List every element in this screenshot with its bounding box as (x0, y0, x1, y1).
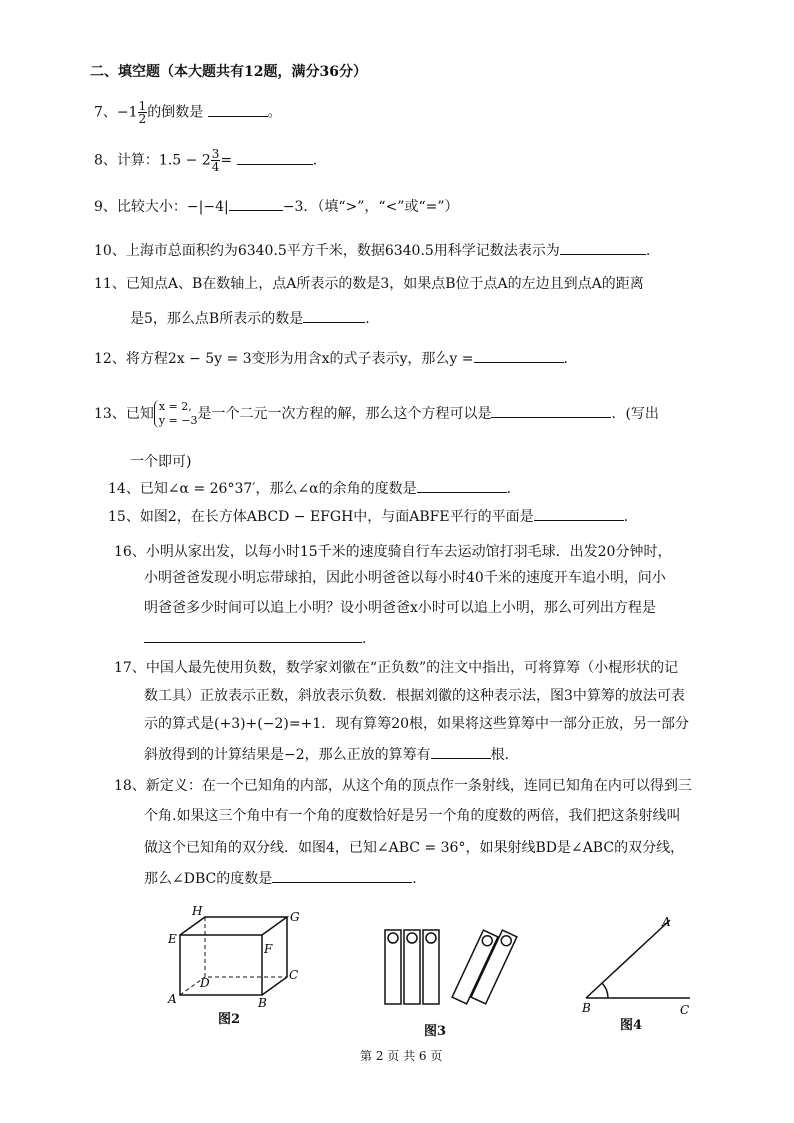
question-12 (94, 348, 568, 369)
question-11-line2 (130, 308, 370, 329)
figure-4-caption: 图4 (620, 1018, 643, 1033)
upright-rod (385, 930, 401, 1004)
q17-line2: 数工具）正放表示正数，斜放表示负数．根据刘徽的这种表示法，图3中算筹的放法可表 (144, 688, 685, 704)
angle-arc (602, 983, 608, 998)
q9-text: 比较大小：−|−4| (116, 199, 229, 215)
q8-eq: = (220, 152, 233, 169)
q10-number: 10、 (94, 243, 126, 259)
q15-end: . (623, 509, 629, 525)
figure-2-cuboid (160, 905, 310, 1015)
q17-end: 根. (490, 747, 510, 763)
q9-number: 9、 (94, 199, 117, 215)
q8-frac-num: 3 (211, 147, 220, 161)
label-B: B (258, 996, 267, 1010)
q13-answer-blank[interactable] (491, 403, 611, 418)
label-C: C (680, 1003, 690, 1017)
q12-answer-blank[interactable] (474, 348, 564, 363)
q11-end: . (365, 311, 370, 327)
q13-number: 13、 (94, 406, 126, 422)
figure-2-caption: 图2 (218, 1012, 241, 1027)
question-17-line4 (144, 744, 509, 765)
q16-line3: 明爸爸多少时间可以追上小明？设小明爸爸x小时可以追上小明，那么可列出方程是 (144, 600, 656, 616)
ray-BA (586, 920, 670, 998)
cuboid-top-edges (180, 917, 287, 935)
q11-line1: 已知点A、B在数轴上，点A所表示的数是3，如果点B位于点A的左边且到点A的距离 (125, 276, 644, 292)
figure-4-angle (578, 908, 708, 1018)
question-13 (94, 400, 659, 428)
q18-line3: 做这个已知角的双分线．如图4，已知∠ABC = 36°，如果射线BD是∠ABC的双分线， (144, 840, 685, 856)
q8-answer-blank[interactable] (237, 150, 313, 165)
q13-line2: 一个即可) (130, 454, 192, 470)
q14-end: . (506, 481, 512, 497)
q17-line1: 中国人最先使用负数，数学家刘徽在“正负数”的注文中指出，可将算筹（小棍形状的记 (145, 660, 679, 676)
q17-answer-blank[interactable] (431, 744, 491, 759)
q7-frac-num: 1 (138, 99, 147, 113)
q16-line2: 小明爸爸发现小明忘带球拍，因此小明爸爸以每小时40千米的速度开车追小明，问小 (144, 570, 666, 586)
q11-line2: 是5，那么点B所表示的数是 (130, 311, 304, 327)
label-B: B (582, 1001, 591, 1015)
question-11-line1 (94, 274, 644, 294)
question-17-line1 (114, 658, 678, 678)
question-10 (94, 240, 650, 261)
q13-sys-line1: x = 2, (158, 400, 192, 413)
upright-rod (423, 930, 439, 1004)
question-14 (108, 478, 511, 499)
q8-fraction (211, 148, 221, 173)
upright-rod (404, 930, 420, 1004)
q10-answer-blank[interactable] (560, 240, 646, 255)
question-7 (94, 100, 282, 125)
q12-number: 12、 (94, 351, 126, 367)
q17-number: 17、 (114, 660, 146, 676)
q7-fraction (138, 100, 148, 125)
cuboid-right-edges (262, 917, 287, 995)
q7-answer-blank[interactable] (208, 102, 268, 117)
q15-answer-blank[interactable] (534, 506, 624, 521)
label-C: C (289, 968, 299, 982)
q13-text: 是一个二元一次方程的解，那么这个方程可以是 (197, 406, 492, 422)
q13-equation-system (154, 400, 198, 428)
q13-end: ．(写出 (611, 406, 659, 422)
question-16-line1 (114, 542, 671, 562)
q16-end: . (362, 631, 367, 647)
q14-answer-blank[interactable] (417, 478, 507, 493)
label-A: A (662, 915, 671, 929)
label-A: A (168, 992, 177, 1006)
q8-end: . (312, 152, 318, 169)
q13-sys-line2: y = −3 (158, 414, 198, 427)
label-G: G (290, 910, 300, 924)
q8-number: 8、 (94, 152, 117, 169)
q12-text: 将方程2x − 5y = 3变形为用含x的式子表示y，那么y = (125, 351, 474, 367)
label-F: F (264, 942, 273, 956)
question-15 (108, 506, 628, 527)
label-E: E (168, 932, 177, 946)
q10-text: 上海市总面积约为6340.5平方千米，数据6340.5用科学记数法表示为 (125, 243, 560, 259)
q8-text: 计算：1.5 − 2 (116, 152, 211, 169)
q9-mid: −3．（填“>”，“<”或“=”） (282, 199, 459, 215)
q16-line1: 小明从家出发，以每小时15千米的速度骑自行车去运动馆打羽毛球．出发20分钟时， (145, 544, 672, 560)
q10-end: . (645, 243, 651, 259)
figure-3-counting-rods (375, 922, 525, 1022)
label-H: H (192, 905, 203, 918)
q11-answer-blank[interactable] (303, 308, 365, 323)
q16-number: 16、 (114, 544, 146, 560)
section-title: 二、填空题（本大题共有12题，满分36分） (90, 64, 367, 80)
q7-sign: −1 (116, 104, 138, 121)
q7-text: 的倒数是 (147, 104, 204, 121)
q18-line1: 新定义：在一个已知角的内部，从这个角的顶点作一条射线，连同已知角在内可以得到三 (145, 778, 692, 794)
q9-answer-blank[interactable] (229, 196, 283, 211)
question-18-line4 (144, 868, 417, 889)
question-18-line1 (114, 776, 692, 796)
q8-frac-den: 4 (211, 160, 220, 174)
question-9 (94, 196, 459, 217)
q11-number: 11、 (94, 276, 126, 292)
q15-number: 15、 (108, 509, 140, 525)
q7-frac-den: 2 (138, 112, 147, 126)
q16-answer-blank[interactable] (144, 628, 362, 643)
q18-line2: 个角.如果这三个角中有一个角的度数恰好是另一个角的度数的两倍，我们把这条射线叫 (144, 808, 681, 824)
q13-pre: 已知 (125, 406, 154, 422)
q18-end: . (412, 871, 417, 887)
q15-text: 如图2，在长方体ABCD − EFGH中，与面ABFE平行的平面是 (139, 509, 534, 525)
question-8 (94, 148, 317, 173)
q17-line3: 示的算式是(+3)+(−2)=+1．现有算筹20根，如果将这些算筹中一部分正放，另一部分 (144, 716, 690, 732)
q18-line4: 那么∠DBC的度数是 (144, 871, 273, 887)
q18-number: 18、 (114, 778, 146, 794)
q14-text: 已知∠α = 26°37′，那么∠α的余角的度数是 (139, 481, 417, 497)
question-16-line4 (144, 628, 366, 649)
q7-end: 。 (267, 104, 282, 121)
q17-line4: 斜放得到的计算结果是−2，那么正放的算筹有 (144, 747, 431, 763)
page-footer: 第 2 页 共 6 页 (360, 1049, 443, 1063)
figure-3-caption: 图3 (424, 1024, 447, 1039)
q7-number: 7、 (94, 104, 117, 121)
label-D: D (200, 976, 210, 990)
q18-answer-blank[interactable] (272, 868, 412, 883)
q14-number: 14、 (108, 481, 140, 497)
q12-end: . (563, 351, 568, 367)
